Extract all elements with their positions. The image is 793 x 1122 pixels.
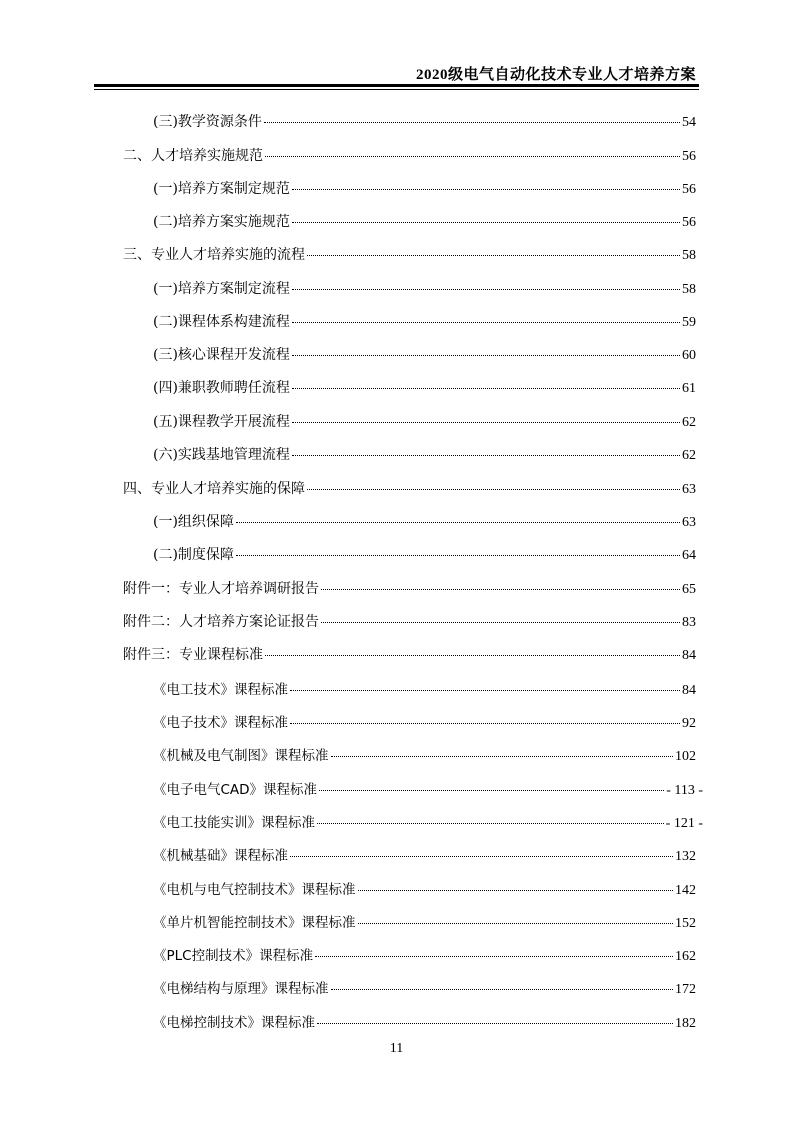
toc-entry[interactable]	[153, 411, 696, 435]
toc-dot-leader	[292, 321, 680, 323]
toc-entry-title: 《电工技术》课程标准	[153, 682, 288, 698]
toc-entry-page: 62	[682, 448, 696, 463]
toc-entry-page: 63	[682, 515, 696, 530]
toc-entry[interactable]	[153, 744, 696, 768]
toc-entry-title: (二)课程体系构建流程	[153, 314, 290, 330]
toc-entry-title: 《机械及电气制图》课程标准	[153, 748, 329, 764]
toc-entry-title: 《电机与电气控制技术》课程标准	[153, 882, 356, 898]
toc-entry[interactable]	[153, 278, 696, 302]
toc-entry-page: 58	[682, 282, 696, 297]
toc-dot-leader	[265, 155, 680, 157]
toc-entry[interactable]	[123, 644, 696, 668]
toc-dot-leader	[319, 789, 664, 791]
toc-entry-page: 172	[675, 982, 696, 997]
toc-entry-title: 附件一：专业人才培养调研报告	[123, 581, 319, 597]
toc-entry[interactable]	[123, 578, 696, 602]
toc-entry-title: 四、专业人才培养实施的保障	[123, 481, 305, 497]
toc-entry-page: 63	[682, 482, 696, 497]
toc-entry[interactable]	[153, 511, 696, 535]
toc-entry[interactable]	[153, 377, 696, 401]
toc-dot-leader	[331, 988, 674, 990]
toc-dot-leader	[331, 755, 674, 757]
toc-dot-leader	[290, 855, 673, 857]
toc-entry-page: 142	[675, 883, 696, 898]
toc-entry-page: 56	[682, 182, 696, 197]
toc-entry-title: 《机械基础》课程标准	[153, 848, 288, 864]
toc-entry-title: (六)实践基地管理流程	[153, 447, 290, 463]
toc-entry-page: 65	[682, 582, 696, 597]
toc-entry[interactable]	[153, 444, 696, 468]
toc-dot-leader	[321, 588, 680, 590]
toc-entry-page: 59	[682, 315, 696, 330]
toc-entry[interactable]	[123, 145, 696, 169]
toc-entry-title: 《电梯控制技术》课程标准	[153, 1015, 315, 1031]
toc-dot-leader	[358, 922, 674, 924]
toc-dot-leader	[292, 221, 680, 223]
toc-entry-page: 56	[682, 215, 696, 230]
toc-entry[interactable]	[123, 478, 696, 502]
toc-entry-title: (二)制度保障	[153, 547, 234, 563]
toc-entry-title: 《电子电气CAD》课程标准	[153, 782, 318, 798]
toc-entry-title: (二)培养方案实施规范	[153, 214, 290, 230]
toc-dot-leader	[264, 121, 680, 123]
toc-entry-page: 64	[682, 548, 696, 563]
toc-entry-page: 62	[682, 415, 696, 430]
toc-entry-page: 58	[682, 248, 696, 263]
toc-entry-page: 84	[682, 648, 696, 663]
toc-entry-page: - 121 -	[665, 816, 703, 831]
document-header-title: 2020级电气自动化技术专业人才培养方案	[415, 67, 696, 83]
toc-entry-title: (一)培养方案制定流程	[153, 281, 290, 297]
toc-entry-page: 162	[675, 949, 696, 964]
toc-entry-title: 《电子技术》课程标准	[153, 715, 288, 731]
toc-dot-leader	[292, 421, 680, 423]
toc-entry[interactable]	[153, 778, 703, 802]
toc-dot-leader	[292, 288, 680, 290]
toc-entry-page: 132	[675, 849, 696, 864]
toc-dot-leader	[315, 955, 673, 957]
toc-entry-title: 《单片机智能控制技术》课程标准	[153, 915, 356, 931]
toc-entry-title: (一)组织保障	[153, 514, 234, 530]
toc-dot-leader	[236, 554, 680, 556]
toc-entry[interactable]	[153, 811, 703, 835]
toc-entry[interactable]	[123, 244, 696, 268]
toc-entry-page: - 113 -	[666, 783, 703, 798]
toc-entry[interactable]	[153, 878, 696, 902]
toc-entry-title: (三)教学资源条件	[153, 114, 262, 130]
toc-dot-leader	[292, 387, 680, 389]
toc-dot-leader	[307, 488, 680, 490]
toc-entry[interactable]	[153, 911, 696, 935]
toc-dot-leader	[292, 188, 680, 190]
toc-dot-leader	[358, 889, 674, 891]
toc-entry-title: 《PLC控制技术》课程标准	[153, 948, 314, 964]
toc-dot-leader	[265, 654, 680, 656]
toc-entry[interactable]	[153, 1011, 696, 1035]
toc-entry[interactable]	[153, 211, 696, 235]
toc-dot-leader	[290, 689, 680, 691]
toc-entry-title: 《电工技能实训》课程标准	[153, 815, 315, 831]
toc-entry-page: 83	[682, 615, 696, 630]
toc-entry-page: 102	[675, 749, 696, 764]
page-number: 11	[389, 1041, 404, 1056]
toc-entry[interactable]	[153, 844, 696, 868]
toc-entry-page: 61	[682, 381, 696, 396]
toc-entry[interactable]	[153, 544, 696, 568]
toc-entry[interactable]	[153, 311, 696, 335]
toc-entry[interactable]	[153, 344, 696, 368]
toc-entry-title: 附件二：人才培养方案论证报告	[123, 614, 319, 630]
toc-entry-page: 92	[682, 716, 696, 731]
toc-entry[interactable]	[153, 178, 696, 202]
toc-entry-title: (五)课程教学开展流程	[153, 414, 290, 430]
toc-entry[interactable]	[153, 711, 696, 735]
toc-dot-leader	[317, 822, 664, 824]
toc-entry-page: 84	[682, 683, 696, 698]
toc-dot-leader	[307, 254, 680, 256]
toc-dot-leader	[290, 722, 680, 724]
toc-dot-leader	[292, 354, 680, 356]
toc-entry-page: 60	[682, 348, 696, 363]
toc-dot-leader	[321, 621, 680, 623]
toc-dot-leader	[317, 1022, 673, 1024]
toc-entry-title: 二、人才培养实施规范	[123, 148, 263, 164]
toc-entry[interactable]	[153, 678, 696, 702]
toc-entry-page: 54	[682, 115, 696, 130]
toc-entry[interactable]	[123, 611, 696, 635]
toc-entry[interactable]	[153, 111, 696, 135]
toc-entry-title: (三)核心课程开发流程	[153, 347, 290, 363]
toc-entry-title: (一)培养方案制定规范	[153, 181, 290, 197]
toc-entry[interactable]	[153, 944, 696, 968]
toc-entry-title: 三、专业人才培养实施的流程	[123, 247, 305, 263]
toc-entry-title: 《电梯结构与原理》课程标准	[153, 981, 329, 997]
toc-dot-leader	[236, 521, 680, 523]
toc-entry-page: 56	[682, 149, 696, 164]
toc-entry-page: 182	[675, 1016, 696, 1031]
toc-entry[interactable]	[153, 977, 696, 1001]
toc-entry-page: 152	[675, 916, 696, 931]
toc-entry-title: (四)兼职教师聘任流程	[153, 380, 290, 396]
toc-entry-title: 附件三：专业课程标准	[123, 647, 263, 663]
toc-dot-leader	[292, 454, 680, 456]
